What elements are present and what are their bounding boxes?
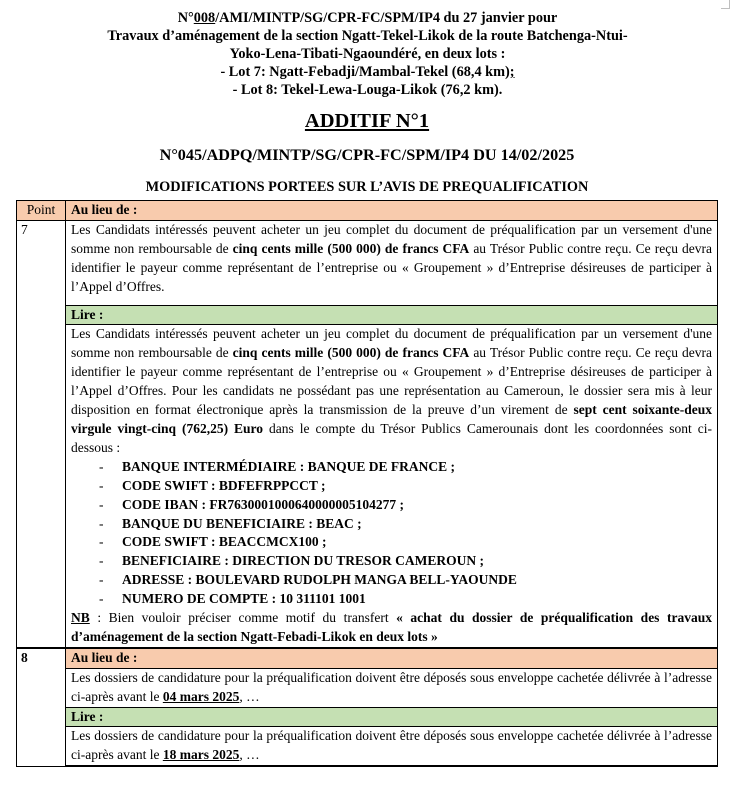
list-item: - BANQUE DU BENEFICIAIRE : BEAC ; bbox=[99, 515, 712, 534]
point-8-old-text bbox=[66, 668, 718, 707]
old-amount: cinq cents mille (500 000) de francs CFA bbox=[232, 240, 470, 256]
point-7-new-text bbox=[66, 325, 718, 648]
table-header-row bbox=[17, 201, 718, 221]
point-8-number: 8 bbox=[17, 648, 66, 766]
au-lieu-de-header-8: Au lieu de : bbox=[66, 648, 718, 668]
point-8-lire-row bbox=[17, 707, 718, 727]
bank-details-list bbox=[71, 458, 712, 609]
new-text-part-3: dans le compte du Trésor Publics Camerounais dont les coordonnées sont ci-dessous : bbox=[71, 420, 712, 455]
header-line-2: Travaux d’aménagement de la section Ngatt-Tekel-Likok de la route Batchenga-Ntui- bbox=[107, 28, 628, 44]
old-text-part-1: Les Candidats intéressés peuvent acheter un jeu complet du document de préqualification par un versement d'une somme non remboursable de bbox=[71, 221, 712, 256]
point-8-old-row bbox=[17, 668, 718, 707]
au-lieu-de-header-7: Au lieu de : bbox=[66, 201, 718, 221]
ref-suffix: /AMI/MINTP/SG/CPR-FC/SPM/IP4 du 27 janvier pour bbox=[215, 10, 558, 26]
list-item: - BANQUE INTERMÉDIAIRE : BANQUE DE FRANCE ; bbox=[99, 458, 712, 477]
list-item: - NUMERO DE COMPTE : 10 311101 1001 bbox=[99, 590, 712, 609]
list-item: - CODE SWIFT : BDFEFRPPCCT ; bbox=[99, 477, 712, 496]
point-7-old-row bbox=[17, 220, 718, 305]
column-point-header: Point bbox=[17, 201, 66, 221]
window-corner-mark bbox=[721, 0, 730, 9]
nb-label: NB bbox=[71, 610, 90, 626]
old-text-part-2: au Trésor Public contre reçu. Ce reçu devra identifier le payeur comme représentant de l’entreprise ou « Groupement » d’Entreprise désireuses de participer à l’Appel d’Offres. bbox=[71, 240, 712, 294]
new-text-part-2: au Trésor Public contre reçu. Ce reçu devra identifier le payeur comme représentant de l’entreprise ou « Groupement » d’Entreprise désireuses de participer à l’Appel d’Offres. Pour les candidats ne possédant pas une représentation au Cameroun, le dossier sera mis à leur disposition en format électronique après la transmission de la preuve d’un virement de bbox=[71, 345, 712, 418]
old-end-8: , … bbox=[239, 688, 260, 704]
point-8-header-row bbox=[17, 648, 718, 668]
new-text-part-1: Les Candidats intéressés peuvent acheter un jeu complet du document de préqualification par un versement d'une somme non remboursable de bbox=[71, 326, 712, 361]
list-item: - CODE IBAN : FR7630001000640000005104277 ; bbox=[99, 496, 712, 515]
new-euro-amount: sept cent soixante-deux virgule vingt-cinq (762,25) Euro bbox=[71, 402, 712, 436]
header-lot-8: - Lot 8: Tekel-Lewa-Louga-Likok (76,2 km). bbox=[232, 82, 503, 98]
point-7-old-text bbox=[66, 220, 718, 305]
lot7-text: - Lot 7: Ngatt-Febadji/Mambal-Tekel (68,4 km) bbox=[220, 64, 510, 80]
new-date: 18 mars 2025 bbox=[162, 747, 240, 763]
lire-header-8: Lire : bbox=[66, 707, 718, 727]
nb-paragraph bbox=[71, 609, 712, 647]
new-amount: cinq cents mille (500 000) de francs CFA bbox=[232, 345, 470, 361]
modifications-title: MODIFICATIONS PORTEES SUR L’AVIS DE PREQUALIFICATION bbox=[145, 179, 589, 195]
document-header bbox=[40, 9, 695, 99]
header-line-3: Yoko-Lena-Tibati-Ngaoundéré, en deux lots : bbox=[229, 46, 506, 62]
old-text-8: Les dossiers de candidature pour la préqualification doivent être déposés sous enveloppe cachetée délivrée à l’adresse ci-après avant le bbox=[71, 669, 712, 704]
point-8-new-row bbox=[17, 727, 718, 766]
header-reference-line bbox=[40, 9, 695, 27]
new-paragraph bbox=[71, 325, 712, 457]
ref-number: 008 bbox=[193, 10, 216, 26]
list-item: - BENEFICIAIRE : DIRECTION DU TRESOR CAMEROUN ; bbox=[99, 552, 712, 571]
ref-prefix: N° bbox=[177, 10, 194, 26]
nb-motif: « achat du dossier de préqualification des travaux d’aménagement de la section Ngatt-Febadi-Likok en deux lots » bbox=[71, 610, 712, 644]
additif-title: ADDITIF N°1 bbox=[304, 110, 430, 132]
new-end-8: , … bbox=[239, 747, 260, 763]
old-date: 04 mars 2025 bbox=[162, 688, 240, 704]
header-lot-7 bbox=[40, 63, 695, 81]
point-8-new-text bbox=[66, 727, 718, 766]
list-item: - ADRESSE : BOULEVARD RUDOLPH MANGA BELL-YAOUNDE bbox=[99, 571, 712, 590]
nb-text: : Bien vouloir préciser comme motif du transfert bbox=[89, 610, 397, 626]
point-7-lire-row bbox=[17, 305, 718, 325]
additif-reference: N°045/ADPQ/MINTP/SG/CPR-FC/SPM/IP4 DU 14/02/2025 bbox=[159, 146, 575, 164]
lire-header-7: Lire : bbox=[66, 305, 718, 325]
list-item: - CODE SWIFT : BEACCMCX100 ; bbox=[99, 533, 712, 552]
lot7-punct: ; bbox=[509, 64, 515, 80]
new-text-8: Les dossiers de candidature pour la préqualification doivent être déposés sous enveloppe cachetée délivrée à l’adresse ci-après avant le bbox=[71, 728, 712, 763]
point-7-new-row bbox=[17, 325, 718, 648]
modifications-table bbox=[16, 200, 718, 767]
point-7-number: 7 bbox=[17, 220, 66, 647]
